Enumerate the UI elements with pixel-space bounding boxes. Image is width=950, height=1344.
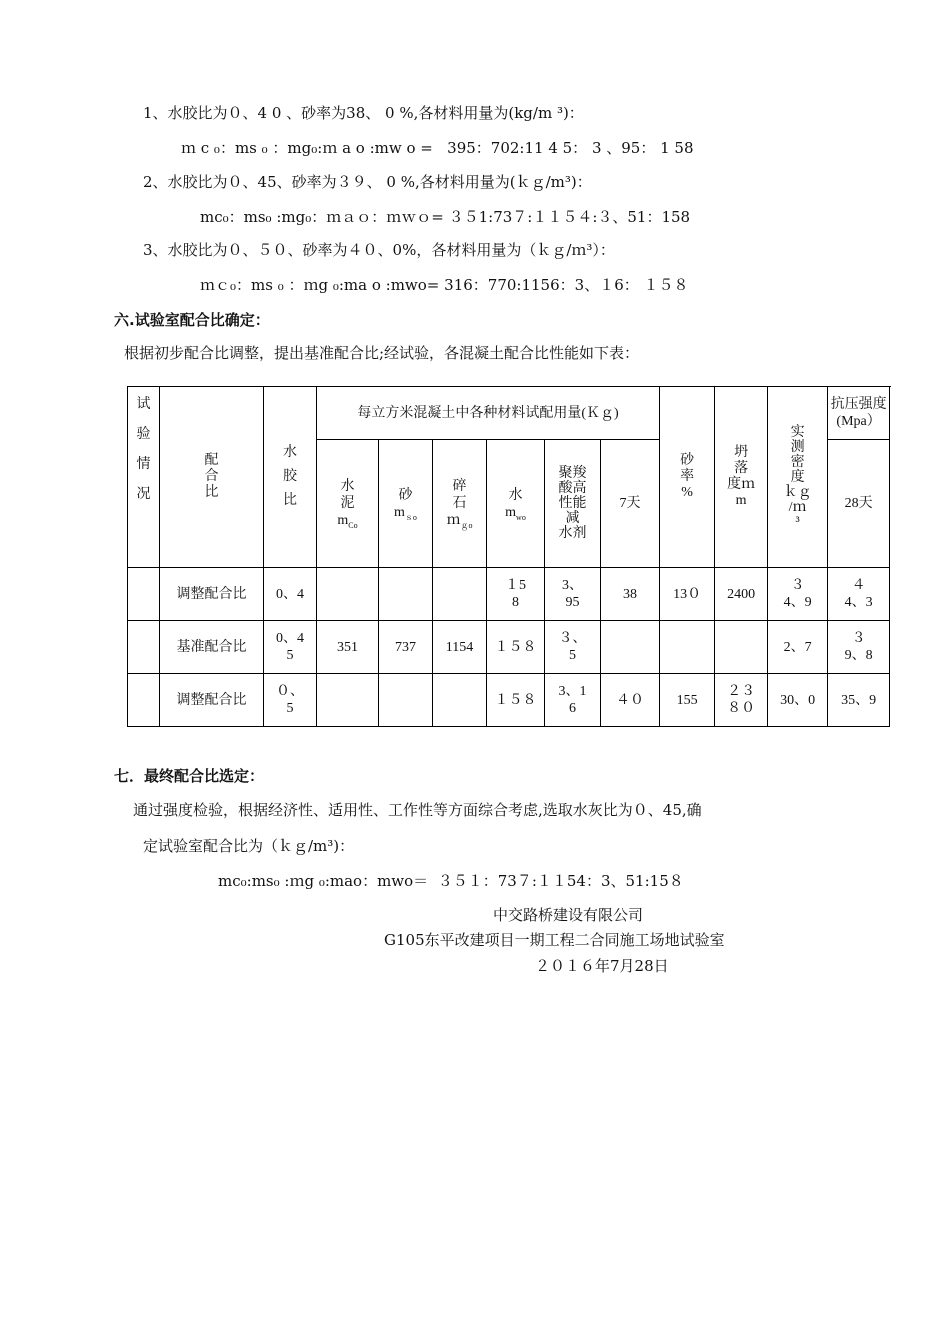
row-slump: 13０ [660, 568, 715, 621]
header-water: 水 $m_{wo}$ [487, 440, 545, 568]
signature-lab: G105东平改建项目一期工程二合同施工场地试验室 [384, 931, 725, 949]
section7-line2: 定试验室配合比为（ｋｇ/m³)： [143, 837, 355, 855]
header-28d: 28天 [828, 440, 890, 568]
section6-intro: 根据初步配合比调整，提出基准配合比;经试验，各混凝土配合比性能如下表： [124, 344, 640, 362]
row-28d: ４ 4、3 [828, 568, 890, 621]
header-admixture: 聚羧 酸高 性能 减 水剂 [545, 440, 601, 568]
mix3-heading: 3、水胶比为０、５０、砂率为４０、0%，各材料用量为（ｋｇ/ｍ³）： [143, 241, 615, 259]
final-ratio [218, 871, 684, 891]
mix2-ratio [200, 207, 690, 227]
row-gravel [433, 568, 487, 621]
table-row [128, 621, 890, 674]
row-28d: ３ 9、8 [828, 621, 890, 674]
mix2-ratio-label: mc₀：ms₀ :mg₀：ｍａｏ：ｍｗｏ= [200, 208, 444, 226]
mix3-ratio-value: 316：770:1156：3、１6： １５８ [444, 276, 689, 294]
trial-cell [128, 674, 160, 727]
header-trial: 试 验 情 况 [128, 387, 160, 568]
row-water: １5 8 [487, 568, 545, 621]
signature-company: 中交路桥建设有限公司 [493, 906, 644, 924]
row-name: 调整配合比 [160, 674, 264, 727]
row-slump [660, 621, 715, 674]
mix1-ratio-value: 395：702:11 4 5： 3 、95： 1 58 [447, 139, 694, 157]
row-density [715, 621, 768, 674]
row-wb: 0、4 [264, 568, 317, 621]
header-density: 实 测 密 度 ｋｇ /ｍ ³ [768, 387, 828, 568]
row-wb: ０、 5 [264, 674, 317, 727]
row-admixture: 3、1 6 [545, 674, 601, 727]
signature-date: ２０１６年7月28日 [535, 957, 669, 975]
header-7d: 7天 [601, 440, 660, 568]
row-sand-ratio: 38 [601, 568, 660, 621]
row-sand-ratio: ４０ [601, 674, 660, 727]
row-cement [317, 568, 379, 621]
row-7d: ３ 4、9 [768, 568, 828, 621]
trial-cell [128, 621, 160, 674]
mix3-ratio-label: ｍｃ₀：ms ₀ ：ｍg ₀:ma o :mwo= [200, 276, 440, 294]
row-density: ２３ ８０ [715, 674, 768, 727]
mix2-ratio-value: ３５1:73７:１１５４:３、51：158 [448, 208, 691, 226]
section7-title: 七．最终配合比选定： [114, 767, 265, 785]
row-gravel: 1154 [433, 621, 487, 674]
row-admixture: ３、 5 [545, 621, 601, 674]
mix3-ratio [200, 275, 689, 295]
final-ratio-label: mc₀:ms₀ :ｍg ₀:mao：mwo＝ [218, 872, 429, 890]
header-gravel: 碎 石 ｍ$_{go}$ [433, 440, 487, 568]
header-sand-ratio: 砂 率 % [660, 387, 715, 568]
row-name: 基准配合比 [160, 621, 264, 674]
section7-line1: 通过强度检验，根据经济性、适用性、工作性等方面综合考虑,选取水灰比为０、45,确 [133, 801, 702, 819]
row-cement [317, 674, 379, 727]
row-water: １５８ [487, 621, 545, 674]
row-sand: 737 [379, 621, 433, 674]
row-density: 2400 [715, 568, 768, 621]
header-wb-ratio: 水 胶 比 [264, 387, 317, 568]
row-sand [379, 568, 433, 621]
mix1-ratio [181, 138, 694, 158]
header-per-m3: 每立方米混凝土中各种材料试配用量(Ｋｇ) [317, 387, 660, 440]
row-admixture: 3、 95 [545, 568, 601, 621]
row-wb: 0、4 5 [264, 621, 317, 674]
trial-cell [128, 568, 160, 621]
mix1-ratio-label: ｍ c ₀：ms ₀ ：mg₀:ｍ a o :mw o = [181, 139, 433, 157]
row-gravel [433, 674, 487, 727]
row-name: 调整配合比 [160, 568, 264, 621]
section6-title: 六.试验室配合比确定： [114, 311, 270, 329]
row-28d: 35、9 [828, 674, 890, 727]
table-row [128, 568, 890, 621]
header-strength: 抗压强度 (Mpa） [828, 387, 890, 440]
mix2-heading: 2、水胶比为０、45、砂率为３９、 0 %,各材料用量为(ｋｇ/m³)： [143, 173, 592, 191]
row-slump: 155 [660, 674, 715, 727]
row-sand-ratio [601, 621, 660, 674]
row-water: １５８ [487, 674, 545, 727]
header-cement: 水 泥 $m_{Co}$ [317, 440, 379, 568]
header-sand: 砂 $m_{so}$ [379, 440, 433, 568]
row-7d: 2、7 [768, 621, 828, 674]
mix1-heading: 1、水胶比为０、4 0 、砂率为38、 0 %,各材料用量为(kg/m ³)： [143, 104, 584, 122]
table-row [128, 674, 890, 727]
row-cement: 351 [317, 621, 379, 674]
row-sand [379, 674, 433, 727]
mix-performance-table [127, 386, 890, 727]
row-7d: 30、0 [768, 674, 828, 727]
header-slump: 坍 落 度ｍ m [715, 387, 768, 568]
final-ratio-value: ３５１：73７:１１54：3、51:15８ [437, 872, 684, 890]
header-mix: 配 合 比 [160, 387, 264, 568]
